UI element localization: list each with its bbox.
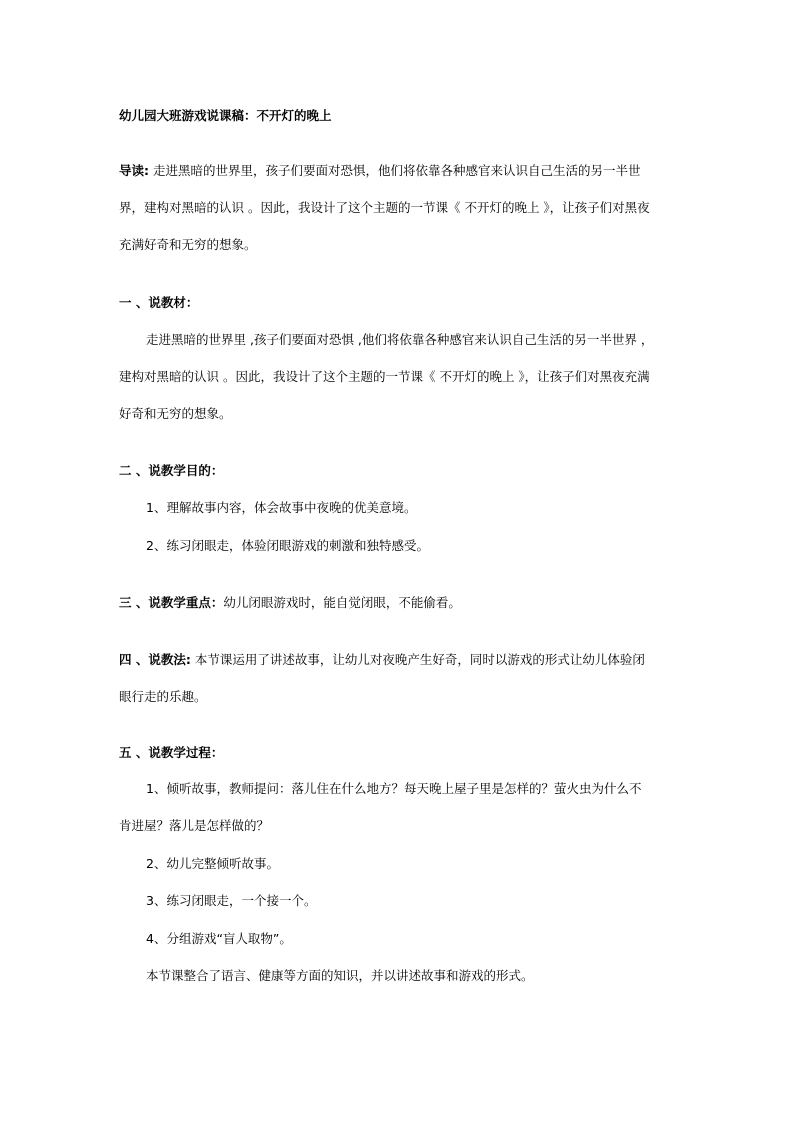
- section1-line-3: 好奇和无穷的想象。: [119, 406, 232, 421]
- section1-line-1: 走进黑暗的世界里 ,孩子们要面对恐惧 ,他们将依靠各种感官来认识自己生活的另一半世界 ，: [146, 332, 654, 347]
- section4-line-2: 眼行走的乐趣。: [119, 689, 207, 704]
- intro-line-3: 充满好奇和无穷的想象。: [119, 237, 257, 252]
- section4-line-1: [119, 652, 679, 668]
- intro-label: 导读:: [119, 163, 149, 178]
- section4-text-1: 本节课运用了讲述故事，让幼儿对夜晚产生好奇，同时以游戏的形式让幼儿体验闭: [194, 652, 645, 667]
- section2-item-2: 2、练习闭眼走，体验闭眼游戏的刺激和独特感受。: [146, 538, 429, 553]
- section1-line-2: 建构对黑暗的认识 。因此，我设计了这个主题的一节课《 不开灯的晚上 》，让孩子们对黑夜充满: [119, 369, 650, 384]
- section3-text: 幼儿闭眼游戏时，能自觉闭眼，不能偷看。: [223, 595, 461, 610]
- section5-item-2: 2、幼儿完整倾听故事。: [146, 856, 279, 871]
- section2-item-1: 1、理解故事内容，体会故事中夜晚的优美意境。: [146, 500, 417, 515]
- section5-item-3: 3、练习闭眼走，一个接一个。: [146, 893, 317, 908]
- section5-item-1-line-2: 肯进屋？落儿是怎样做的？: [119, 818, 270, 833]
- section4-heading: 四 、说教法:: [119, 652, 191, 667]
- intro-text-1: 走进黑暗的世界里，孩子们要面对恐惧，他们将依靠各种感官来认识自己生活的另一半世: [152, 163, 641, 178]
- section5-summary: 本节课整合了语言、健康等方面的知识，并以讲述故事和游戏的形式。: [146, 968, 534, 983]
- section5-heading: 五 、说教学过程：: [119, 745, 224, 760]
- page-title: 幼儿园大班游戏说课稿：不开灯的晚上: [119, 108, 332, 123]
- section3-line: [119, 595, 679, 611]
- section2-heading: 二 、说教学目的：: [119, 463, 224, 478]
- section3-heading: 三 、说教学重点：: [119, 595, 224, 610]
- section5-item-1-line-1: 1、倾听故事，教师提问：落儿住在什么地方？每天晚上屋子里是怎样的？萤火虫为什么不: [146, 781, 642, 796]
- intro-line-2: 界，建构对黑暗的认识 。因此，我设计了这个主题的一节课《 不开灯的晚上 》，让孩子们对黑夜: [119, 200, 650, 215]
- section1-heading: 一 、说教材：: [119, 295, 199, 310]
- section5-item-4: 4、分组游戏“盲人取物”。: [146, 931, 292, 946]
- intro-line-1: [119, 163, 679, 179]
